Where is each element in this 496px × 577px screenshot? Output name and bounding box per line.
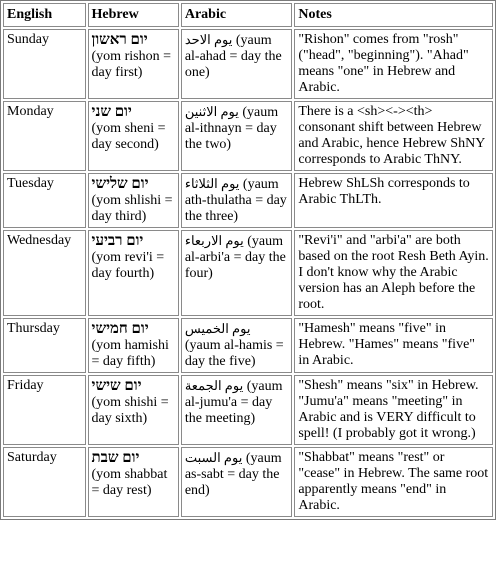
hebrew-script: יום ראשון — [91, 32, 148, 48]
hebrew-cell — [88, 29, 179, 99]
table-row — [3, 101, 493, 171]
arabic-cell — [181, 318, 293, 373]
english-day-cell: Monday — [3, 101, 86, 171]
hebrew-transliteration: (yom rishon = day first) — [91, 49, 171, 80]
header-notes: Notes — [294, 3, 493, 27]
arabic-cell — [181, 29, 293, 99]
english-day-cell: Tuesday — [3, 173, 86, 228]
arabic-cell — [181, 375, 293, 445]
arabic-script: يوم الاحد — [184, 32, 233, 47]
hebrew-transliteration: (yom revi'i = day fourth) — [91, 250, 165, 281]
notes-cell: "Rishon" comes from "rosh" ("head", "beginning"). "Ahad" means "one" in Hebrew and Arabic. — [294, 29, 493, 99]
hebrew-cell — [88, 375, 179, 445]
table-row — [3, 230, 493, 316]
notes-cell: "Hamesh" means "five" in Hebrew. "Hames" means "five" in Arabic. — [294, 318, 493, 373]
header-hebrew: Hebrew — [88, 3, 179, 27]
hebrew-script: יום שני — [91, 104, 132, 120]
notes-cell: Hebrew ShLSh corresponds to Arabic ThLTh. — [294, 173, 493, 228]
english-day-cell: Sunday — [3, 29, 86, 99]
header-arabic: Arabic — [181, 3, 293, 27]
hebrew-cell — [88, 173, 179, 228]
arabic-transliteration: (yaum al-ithnayn = day the two) — [184, 105, 279, 152]
hebrew-cell — [88, 101, 179, 171]
table-row — [3, 173, 493, 228]
hebrew-cell — [88, 447, 179, 517]
arabic-transliteration: (yaum al-hamis = day the five) — [184, 338, 284, 369]
hebrew-script: יום רביעי — [91, 233, 144, 249]
arabic-cell — [181, 101, 293, 171]
notes-cell: "Shesh" means "six" in Hebrew. "Jumu'a" means "meeting" in Arabic and is VERY difficult to spell! (I probably got it wrong.) — [294, 375, 493, 445]
hebrew-cell — [88, 230, 179, 316]
hebrew-script: יום שלישי — [91, 176, 149, 192]
notes-cell: "Revi'i" and "arbi'a" are both based on the root Resh Beth Ayin. I don't know why the Arabic version has an Aleph before the root. — [294, 230, 493, 316]
arabic-transliteration: (yaum al-jumu'a = day the meeting) — [184, 379, 283, 426]
arabic-transliteration: (yaum as-sabt = day the end) — [184, 451, 282, 498]
hebrew-transliteration: (yom hamishi = day fifth) — [91, 338, 169, 369]
english-day-cell: Friday — [3, 375, 86, 445]
arabic-script: يوم الجمعة — [184, 378, 244, 393]
arabic-script: يوم السبت — [184, 450, 243, 465]
hebrew-script: יום שבת — [91, 450, 140, 466]
table-row — [3, 375, 493, 445]
arabic-cell — [181, 230, 293, 316]
arabic-cell — [181, 173, 293, 228]
arabic-transliteration: (yaum ath-thulatha = day the three) — [184, 177, 287, 224]
arabic-transliteration: (yaum al-ahad = day the one) — [184, 33, 282, 80]
hebrew-cell — [88, 318, 179, 373]
table-row — [3, 318, 493, 373]
hebrew-script: יום שישי — [91, 378, 142, 394]
hebrew-transliteration: (yom shabbat = day rest) — [91, 467, 168, 498]
table-row — [3, 29, 493, 99]
arabic-script: يوم الاثنين — [184, 104, 239, 119]
arabic-script: يوم الخميس — [184, 321, 251, 336]
hebrew-script: יום חמישי — [91, 321, 149, 337]
notes-cell: "Shabbat" means "rest" or "cease" in Hebrew. The same root apparently means "end" in Arabic. — [294, 447, 493, 517]
table-row — [3, 447, 493, 517]
hebrew-transliteration: (yom shishi = day sixth) — [91, 395, 169, 426]
header-english: English — [3, 3, 86, 27]
hebrew-transliteration: (yom shlishi = day third) — [91, 193, 173, 224]
english-day-cell: Wednesday — [3, 230, 86, 316]
english-day-cell: Thursday — [3, 318, 86, 373]
english-day-cell: Saturday — [3, 447, 86, 517]
hebrew-transliteration: (yom sheni = day second) — [91, 121, 166, 152]
arabic-transliteration: (yaum al-arbi'a = day the four) — [184, 234, 286, 281]
arabic-script: يوم الاربعاء — [184, 233, 244, 248]
header-row — [3, 3, 493, 27]
notes-cell: There is a <sh><-><th> consonant shift between Hebrew and Arabic, hence Hebrew ShNY corresponds to Arabic ThNY. — [294, 101, 493, 171]
arabic-script: يوم الثلاثاء — [184, 176, 240, 191]
arabic-cell — [181, 447, 293, 517]
